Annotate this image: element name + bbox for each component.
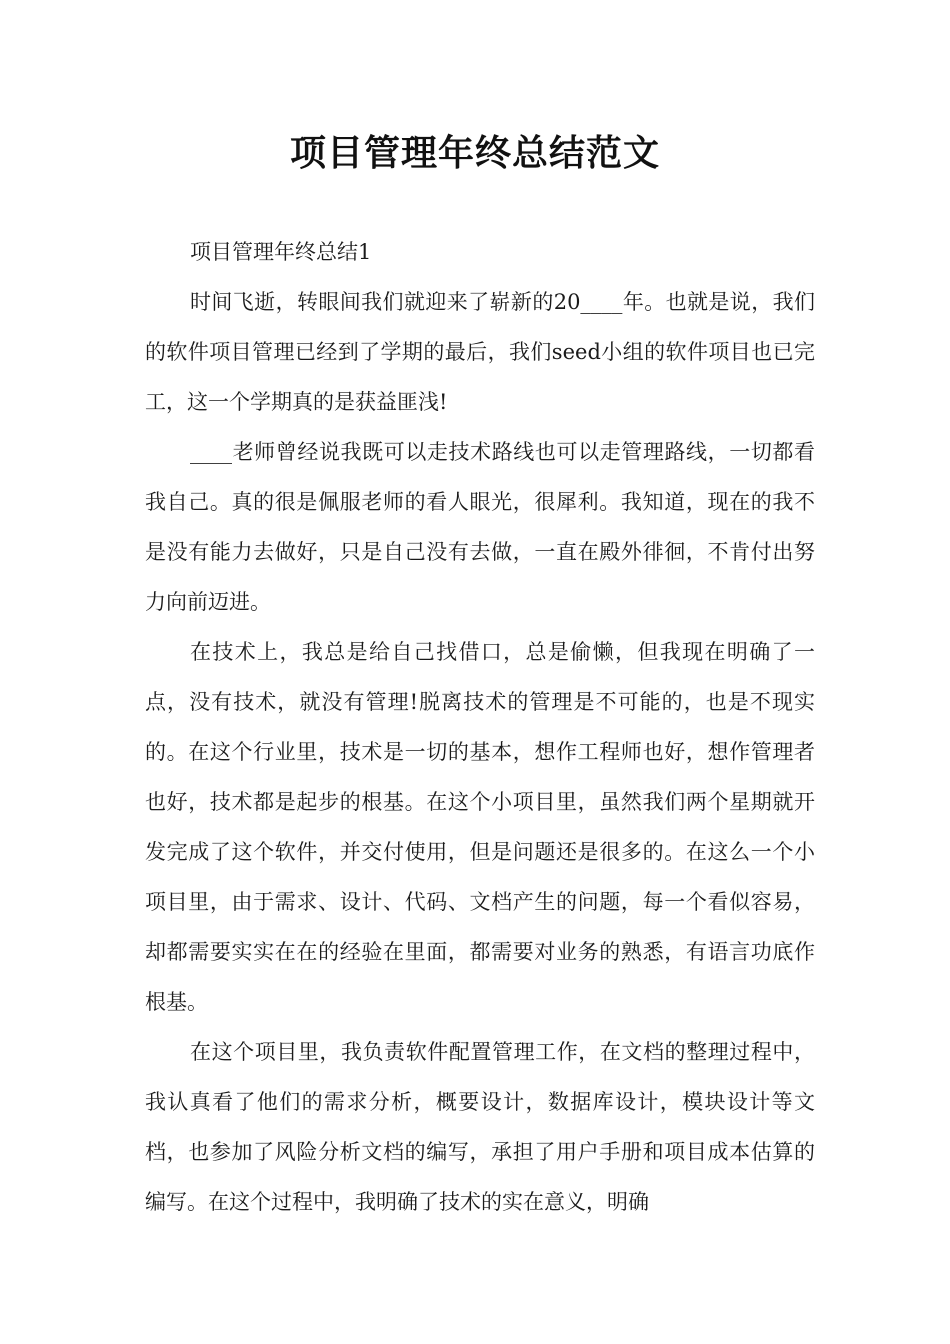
paragraph-4: 在这个项目里，我负责软件配置管理工作，在文档的整理过程中，我认真看了他们的需求分析，概要设计，数据库设计，模块设计等文档，也参加了风险分析文档的编写，承担了用户手册和项目成本估算的编写。在这个过程中，我明确了技术的实在意义，明确 (145, 1040, 815, 1214)
paragraph-1: 时间飞逝，转眼间我们就迎来了崭新的20____年。也就是说，我们的软件项目管理已经到了学期的最后，我们seed小组的软件项目也已完工，这一个学期真的是获益匪浅! (145, 290, 815, 414)
paragraph-3: 在技术上，我总是给自己找借口，总是偷懒，但我现在明确了一点，没有技术，就没有管理!脱离技术的管理是不可能的，也是不现实的。在这个行业里，技术是一切的基本，想作工程师也好，想作管理者也好，技术都是起步的根基。在这个小项目里，虽然我们两个星期就开发完成了这个软件，并交付使用，但是问题还是很多的。在这么一个小项目里，由于需求、设计、代码、文档产生的问题，每一个看似容易，却都需要实实在在的经验在里面，都需要对业务的熟悉，有语言功底作根基。 (145, 640, 815, 1014)
document-body (145, 227, 815, 1227)
paragraph-2: ____老师曾经说我既可以走技术路线也可以走管理路线，一切都看我自己。真的很是佩服老师的看人眼光，很犀利。我知道，现在的我不是没有能力去做好，只是自己没有去做，一直在殿外徘徊，不肯付出努力向前迈进。 (145, 440, 815, 614)
document-title: 项目管理年终总结范文 (289, 133, 660, 174)
section-heading: 项目管理年终总结1 (190, 240, 372, 264)
